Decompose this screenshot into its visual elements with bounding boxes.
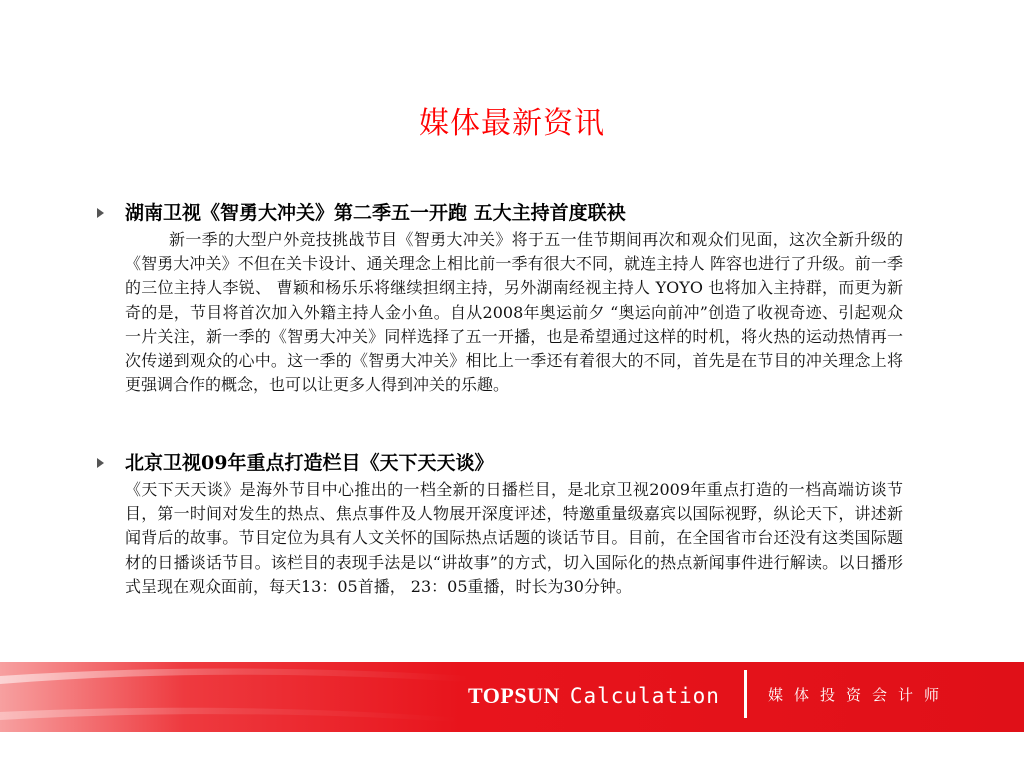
footer-tagline: 媒体投资会计师 [768,686,951,704]
news-item-hunan [95,198,915,397]
brand-sub: Calculation [569,684,720,708]
footer-divider [744,670,747,718]
slide-title: 媒体最新资讯 [419,106,605,141]
news-body: 《天下天天谈》是海外节目中心推出的一档全新的日播栏目，是北京卫视2009年重点打造的一档高端访谈节目，第一时间对发生的热点、焦点事件及人物展开深度评述，特邀重量级嘉宾以国际视野，纵论天下，讲述新闻背后的故事。节目定位为具有人文关怀的国际热点话题的谈话节目。目前，在全国省市台还没有这类国际题材的日播谈话节目。该栏目的表现手法是以“讲故事”的方式，切入国际化的热点新闻事件进行解读。以日播形式呈现在观众面前，每天13：05首播， 23：05重播，时长为30分钟。 [125,480,903,596]
news-heading: 湖南卫视《智勇大冲关》第二季五一开跑 五大主持首度联袂 [125,202,626,224]
news-body: 新一季的大型户外竞技挑战节目《智勇大冲关》将于五一佳节期间再次和观众们见面，这次全新升级的《智勇大冲关》不但在关卡设计、通关理念上相比前一季有很大不同，就连主持人 阵容也进行了升级。前一季的三位主持人李锐、 曹颖和杨乐乐将继续担纲主持，另外湖南经视主持人 YOYO 也将加入主持群，而更为新奇的是，节目将首次加入外籍主持人金小鱼。自从2008年奥运前夕 “奥运向前冲”创造了收视奇迹、引起观众一片关注，新一季的《智勇大冲关》同样选择了五一开播，也是希望通过这样的时机，将火热的运动热情再一次传递到观众的心中。这一季的《智勇大冲关》相比上一季还有着很大的不同，首先是在节目的冲关理念上将更强调合作的概念，也可以让更多人得到冲关的乐趣。 [125,230,903,395]
news-heading-row [95,198,915,228]
triangle-bullet-icon [95,198,125,228]
triangle-bullet-icon [95,448,125,478]
footer-brand [468,681,720,711]
brand-name: TOPSUN [468,683,560,708]
news-heading-row [95,448,915,478]
news-item-beijing [95,448,915,599]
news-heading: 北京卫视09年重点打造栏目《天下天天谈》 [125,452,494,474]
